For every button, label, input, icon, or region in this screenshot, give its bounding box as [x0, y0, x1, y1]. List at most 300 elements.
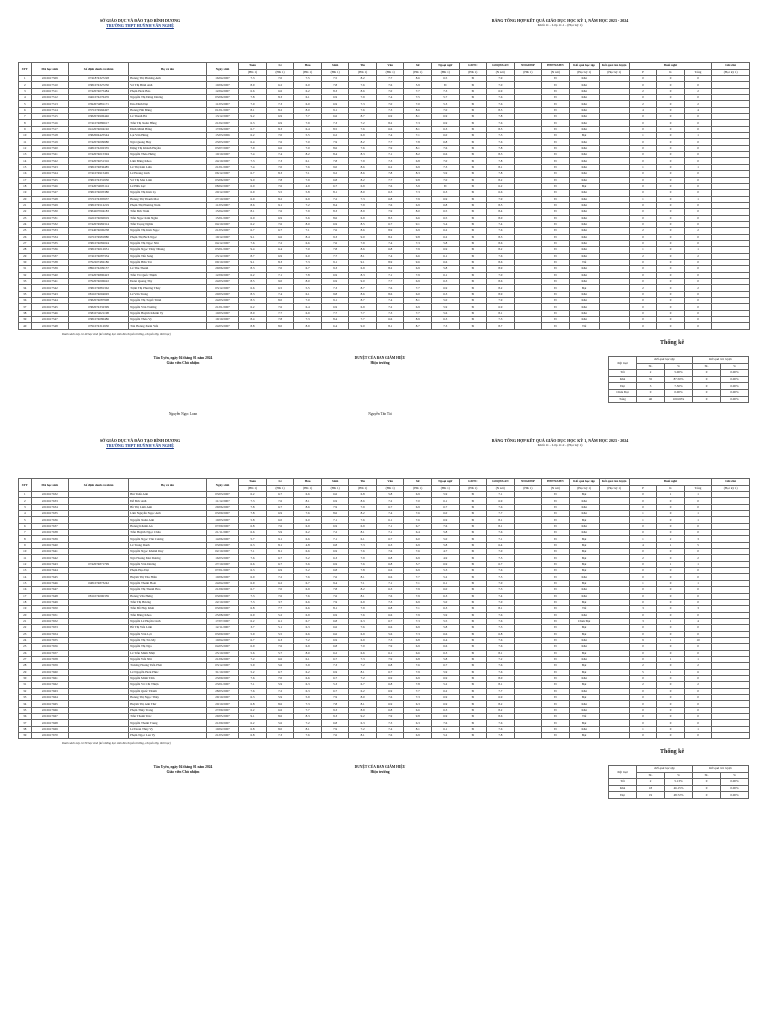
- table-cell: 7.3: [349, 542, 377, 548]
- table-cell: 7.8: [349, 568, 377, 574]
- principal-title: Hiệu trưởng: [370, 361, 390, 365]
- table-cell: 7.9: [376, 656, 404, 662]
- table-cell: Tôn Hoàng Xuân Yến: [129, 323, 207, 329]
- table-cell: 6.7: [239, 637, 267, 643]
- table-cell: Nguyễn Thị Tuyết Trinh: [129, 298, 207, 304]
- table-cell: 7.3: [294, 317, 322, 323]
- table-cell: 7.7: [404, 688, 432, 694]
- table-cell: 8.1: [404, 145, 432, 151]
- table-cell: 24/03/2007: [206, 323, 239, 329]
- table-cell: 0891074209157: [69, 266, 129, 272]
- table-cell: 1: [684, 133, 712, 139]
- dept-header-2: [60, 438, 220, 448]
- col-subheader: (Học kỳ 1): [569, 485, 599, 492]
- col-header-subject: NDGDĐP: [514, 63, 542, 70]
- table-cell: Trần Võ Quốc Thịnh: [129, 272, 207, 278]
- table-cell: 0: [684, 259, 712, 265]
- table-cell: Đạt: [569, 183, 599, 189]
- table-cell: 5.5: [294, 133, 322, 139]
- table-cell: 0381074080486: [69, 317, 129, 323]
- col-subheader: (HK 1): [266, 69, 294, 76]
- table-cell: Khá: [569, 253, 599, 259]
- table-cell: 8.1: [404, 298, 432, 304]
- table-cell: 2210617661: [31, 675, 69, 681]
- table-cell: Đ: [542, 285, 570, 291]
- table-cell: Đạt: [569, 631, 599, 637]
- table-cell: 22/10/2007: [206, 599, 239, 605]
- table-cell: 0: [629, 650, 657, 656]
- table-cell: 6.2: [376, 164, 404, 170]
- table-cell: 6.6: [431, 631, 459, 637]
- table-cell: 6.6: [266, 656, 294, 662]
- table-cell: Đ: [459, 259, 487, 265]
- table-cell: Nguyễn Yến Nhi: [129, 656, 207, 662]
- stats-title: Thống kê: [660, 340, 685, 346]
- table-cell: Đ: [459, 183, 487, 189]
- table-cell: Đ: [542, 234, 570, 240]
- table-cell: 6.9: [239, 574, 267, 580]
- stats-subheader: %: [665, 772, 693, 779]
- stats-cell: 0: [693, 396, 721, 403]
- table-cell: 0: [684, 291, 712, 297]
- table-cell: 6.8: [239, 523, 267, 529]
- table-cell: Nguyễn Ngọc Khánh Duy: [129, 549, 207, 555]
- table-cell: 8.2: [376, 234, 404, 240]
- table-cell: 9.0: [349, 279, 377, 285]
- col-header-subject: Văn: [376, 479, 404, 486]
- table-cell: 6.9: [404, 279, 432, 285]
- table-cell: Tốt: [569, 323, 599, 329]
- table-cell: 20/10/2007: [206, 701, 239, 707]
- stats-subheader: SL: [693, 363, 721, 370]
- table-cell: Đ: [459, 253, 487, 259]
- table-cell: 6.8: [376, 663, 404, 669]
- table-cell: 2210617659: [31, 663, 69, 669]
- table-cell: Đ: [459, 675, 487, 681]
- stats-cell: 0: [637, 389, 665, 396]
- table-cell: 7.6: [349, 145, 377, 151]
- table-cell: Đ: [459, 291, 487, 297]
- table-cell: 7.6: [321, 574, 349, 580]
- table-cell: Lâm Đăng Khoa: [129, 158, 207, 164]
- report-title: BẢNG TỔNG HỢP KẾT QUẢ GIÁO DỤC HỌC KỲ 1, NĂM HỌC 2023 - 2024: [491, 438, 629, 443]
- stats-cell: 0.00%: [721, 792, 749, 799]
- table-cell: 7.0: [487, 580, 515, 586]
- table-cell: 0: [657, 498, 685, 504]
- table-cell: 11/03/2007: [206, 101, 239, 107]
- table-cell: 7.5: [321, 76, 349, 82]
- table-cell: 7.8: [321, 587, 349, 593]
- table-cell: 2210617646: [31, 580, 69, 586]
- table-cell: 6.7: [431, 504, 459, 510]
- table-cell: 29/06/2007: [206, 266, 239, 272]
- table-cell: Đ: [542, 593, 570, 599]
- table-cell: 9.1: [239, 259, 267, 265]
- table-cell: Khá: [569, 574, 599, 580]
- table-cell: 5.0: [431, 536, 459, 542]
- table-cell: 8.1: [376, 323, 404, 329]
- table-cell: Đ: [459, 76, 487, 82]
- table-cell: 2210617514: [31, 107, 69, 113]
- table-cell: Đ: [459, 523, 487, 529]
- table-cell: 7.6: [239, 555, 267, 561]
- table-cell: 7.3: [239, 76, 267, 82]
- stats-row: [609, 376, 749, 383]
- table-cell: 2210617511: [31, 88, 69, 94]
- table-cell: 7.9: [404, 669, 432, 675]
- table-cell: 6.0: [404, 536, 432, 542]
- table-cell: 5.9: [431, 669, 459, 675]
- table-cell: 0: [657, 298, 685, 304]
- table-cell: [599, 323, 629, 329]
- table-cell: 6.9: [404, 625, 432, 631]
- table-cell: 30: [19, 675, 32, 681]
- table-cell: 6: [19, 523, 32, 529]
- table-cell: 7.1: [239, 549, 267, 555]
- stats-cell: 2: [637, 779, 665, 786]
- table-cell: 6.9: [349, 304, 377, 310]
- table-cell: Trần Thanh Trúc: [129, 714, 207, 720]
- table-cell: 5.2: [294, 555, 322, 561]
- table-cell: 8.1: [266, 542, 294, 548]
- table-cell: 0: [657, 88, 685, 94]
- table-cell: Khá: [569, 247, 599, 253]
- table-cell: Đ: [542, 120, 570, 126]
- col-subheader: (Học kỳ 1): [599, 485, 629, 492]
- col-header-absence: Buổi nghỉ: [629, 479, 712, 486]
- table-cell: 8.6: [487, 279, 515, 285]
- table-cell: 5.9: [431, 612, 459, 618]
- stats-cell: 0: [693, 370, 721, 377]
- table-cell: 7.9: [404, 196, 432, 202]
- table-cell: 5.2: [294, 568, 322, 574]
- table-cell: 8.9: [294, 323, 322, 329]
- table-cell: 9.2: [239, 114, 267, 120]
- table-cell: 5.6: [431, 310, 459, 316]
- stats-cell: Đạt: [609, 383, 637, 390]
- table-cell: Nguyễn Ngọc Vân Cương: [129, 536, 207, 542]
- table-cell: 0: [657, 304, 685, 310]
- stats-cell: 40: [637, 396, 665, 403]
- table-cell: 7.3: [349, 656, 377, 662]
- table-cell: 34: [19, 285, 32, 291]
- dept-header-1: [60, 18, 220, 28]
- table-cell: Trần Đỗ Huy Khải: [129, 606, 207, 612]
- table-cell: 4.7: [431, 549, 459, 555]
- table-cell: 0: [657, 95, 685, 101]
- table-cell: 6.9: [431, 247, 459, 253]
- col-header-subject: Tin: [349, 63, 377, 70]
- table-cell: 20/12/2007: [206, 190, 239, 196]
- table-cell: Đ: [459, 133, 487, 139]
- table-cell: 4: [684, 618, 712, 624]
- table-cell: 7.2: [376, 498, 404, 504]
- table-cell: 6.9: [321, 612, 349, 618]
- table-cell: 8.6: [321, 511, 349, 517]
- table-cell: Đ: [542, 304, 570, 310]
- table-cell: Đ: [459, 720, 487, 726]
- table-cell: 2210617515: [31, 114, 69, 120]
- table-cell: Đ: [459, 599, 487, 605]
- table-cell: 2210617667: [31, 714, 69, 720]
- table-cell: 9.0: [266, 279, 294, 285]
- table-cell: 8.4: [321, 317, 349, 323]
- stats-cell: 0: [693, 779, 721, 786]
- table-cell: 6.1: [294, 95, 322, 101]
- table-cell: 7.4: [487, 593, 515, 599]
- table-cell: 2210617520: [31, 145, 69, 151]
- table-cell: 0: [629, 259, 657, 265]
- table-cell: Lê Nguyễn Hoài Phúc: [129, 669, 207, 675]
- table-cell: Khá: [569, 298, 599, 304]
- table-cell: 2210617653: [31, 625, 69, 631]
- stats-header-row: [609, 766, 749, 773]
- table-cell: Đặng Thị Khánh Huyền: [129, 145, 207, 151]
- table-cell: 3: [19, 504, 32, 510]
- table-cell: 7.6: [431, 523, 459, 529]
- table-cell: 5.5: [266, 190, 294, 196]
- table-cell: 21: [19, 618, 32, 624]
- table-cell: 5.9: [404, 82, 432, 88]
- table-cell: 15: [19, 580, 32, 586]
- table-cell: 36: [19, 298, 32, 304]
- teacher-signature-block: [128, 765, 238, 775]
- table-cell: 6.0: [266, 517, 294, 523]
- table-cell: 7.8: [487, 145, 515, 151]
- table-cell: 10/03/2007: [206, 517, 239, 523]
- table-cell: 6.9: [431, 517, 459, 523]
- table-cell: 7.0: [431, 158, 459, 164]
- table-cell: Nguyễn Thị Nga: [129, 644, 207, 650]
- table-cell: 5.2: [266, 612, 294, 618]
- table-cell: 7.6: [266, 644, 294, 650]
- table-cell: 2210617634: [31, 504, 69, 510]
- table-cell: 8.6: [349, 498, 377, 504]
- table-cell: 7.1: [404, 606, 432, 612]
- table-cell: 5.6: [376, 631, 404, 637]
- table-cell: 7.3: [404, 631, 432, 637]
- table-cell: 0: [657, 511, 685, 517]
- table-cell: 8.0: [266, 323, 294, 329]
- table-cell: 7.9: [487, 298, 515, 304]
- table-cell: Đ: [542, 209, 570, 215]
- table-cell: 8.3: [239, 266, 267, 272]
- table-cell: 0: [657, 82, 685, 88]
- table-cell: Nguyễn Thị Đông Dương: [129, 95, 207, 101]
- table-cell: 2: [629, 253, 657, 259]
- table-cell: 03/09/2007: [206, 631, 239, 637]
- table-cell: 6.2: [294, 530, 322, 536]
- table-cell: 7.5: [487, 555, 515, 561]
- table-cell: 8: [19, 120, 32, 126]
- table-cell: 7.1: [487, 492, 515, 498]
- table-cell: Hồ Thị Yến Linh: [129, 625, 207, 631]
- table-cell: Đ: [542, 145, 570, 151]
- table-cell: 0: [684, 76, 712, 82]
- table-cell: 7.3: [321, 120, 349, 126]
- table-cell: 1: [629, 133, 657, 139]
- table-cell: 8.3: [321, 88, 349, 94]
- table-cell: 6.9: [239, 580, 267, 586]
- stats-header-category: Xếp loại: [609, 766, 637, 779]
- table-cell: 6.7: [404, 523, 432, 529]
- table-cell: 0: [657, 266, 685, 272]
- table-cell: Đ: [542, 164, 570, 170]
- table-cell: 6.2: [431, 228, 459, 234]
- table-cell: 2210617635: [31, 511, 69, 517]
- table-cell: 8.1: [266, 549, 294, 555]
- table-cell: 9: [19, 542, 32, 548]
- table-cell: 7.4: [376, 511, 404, 517]
- table-cell: 7.1: [404, 580, 432, 586]
- table-cell: 27/09/2007: [206, 707, 239, 713]
- stats-cell: 100.00%: [665, 396, 693, 403]
- table-cell: 14: [19, 158, 32, 164]
- table-cell: 26: [19, 650, 32, 656]
- table-cell: 7.1: [376, 523, 404, 529]
- table-cell: 0: [684, 145, 712, 151]
- table-cell: 6.8: [349, 492, 377, 498]
- table-cell: 5.6: [266, 720, 294, 726]
- table-cell: 28: [19, 663, 32, 669]
- table-cell: 8.0: [239, 310, 267, 316]
- table-cell: 6.3: [404, 720, 432, 726]
- table-cell: 8.6: [487, 240, 515, 246]
- table-cell: 7.6: [404, 517, 432, 523]
- table-cell: 18: [19, 183, 32, 189]
- table-cell: 1: [629, 536, 657, 542]
- table-cell: 0421074060919: [69, 215, 129, 221]
- stats-row: [609, 785, 749, 792]
- table-cell: 0: [657, 291, 685, 297]
- stats-row: [609, 370, 749, 377]
- table-cell: 5.8: [431, 542, 459, 548]
- table-cell: 7.3: [266, 158, 294, 164]
- table-cell: 6.2: [266, 580, 294, 586]
- table-cell: 6.9: [376, 675, 404, 681]
- table-cell: 7.0: [376, 88, 404, 94]
- table-cell: 0: [629, 530, 657, 536]
- table-cell: 7.3: [239, 158, 267, 164]
- table-cell: 0: [684, 530, 712, 536]
- table-cell: 2: [684, 101, 712, 107]
- table-cell: 16/03/2007: [206, 555, 239, 561]
- table-cell: 2210617542: [31, 285, 69, 291]
- table-cell: 7.7: [404, 574, 432, 580]
- table-cell: Nguyễn Quốc Thành: [129, 688, 207, 694]
- table-cell: 7.5: [404, 95, 432, 101]
- table-cell: Đ: [459, 517, 487, 523]
- table-cell: 8.1: [349, 669, 377, 675]
- table-cell: 6.2: [487, 183, 515, 189]
- table-cell: 6.0: [431, 511, 459, 517]
- table-cell: 6.0: [404, 291, 432, 297]
- table-cell: 08/02/2007: [206, 183, 239, 189]
- table-cell: 19: [19, 190, 32, 196]
- col-header-subject: Kết quả học tập: [569, 479, 599, 486]
- table-cell: Đ: [542, 279, 570, 285]
- table-cell: 0: [684, 707, 712, 713]
- table-cell: Khá: [569, 177, 599, 183]
- table-cell: 1: [629, 726, 657, 732]
- table-cell: 5.9: [431, 304, 459, 310]
- table-cell: Võ Thị Bình Anh: [129, 82, 207, 88]
- table-cell: 6.6: [376, 126, 404, 132]
- table-cell: 6.2: [239, 133, 267, 139]
- table-cell: 9.6: [404, 259, 432, 265]
- table-cell: 26: [19, 234, 32, 240]
- grade-table-1: [18, 62, 750, 330]
- table-cell: 17/07/2007: [206, 618, 239, 624]
- table-cell: 7.9: [376, 644, 404, 650]
- table-cell: 6.9: [431, 561, 459, 567]
- stats-subheader: %: [721, 772, 749, 779]
- table-cell: 8.6: [349, 247, 377, 253]
- table-cell: 7.2: [294, 637, 322, 643]
- table-cell: 2210617524: [31, 171, 69, 177]
- table-cell: 5.8: [239, 517, 267, 523]
- table-cell: Đ: [542, 663, 570, 669]
- table-cell: 9.1: [266, 202, 294, 208]
- table-cell: 0: [684, 625, 712, 631]
- table-cell: 7.6: [266, 221, 294, 227]
- table-cell: 7.3: [376, 107, 404, 113]
- table-cell: 8.4: [321, 152, 349, 158]
- table-cell: 0: [657, 523, 685, 529]
- col-header-subject: Văn: [376, 63, 404, 70]
- table-cell: 1: [684, 726, 712, 732]
- table-cell: 6.9: [376, 114, 404, 120]
- table-cell: Nguyễn Tấn Sang: [129, 253, 207, 259]
- table-cell: 0: [657, 196, 685, 202]
- table-cell: 6.8: [239, 701, 267, 707]
- table-cell: 7.8: [376, 171, 404, 177]
- table-cell: 7.9: [294, 177, 322, 183]
- table-cell: 11/12/2007: [206, 498, 239, 504]
- table-cell: Đ: [459, 126, 487, 132]
- table-cell: 0: [629, 523, 657, 529]
- table-cell: 0: [684, 675, 712, 681]
- table-cell: 03/06/2007: [206, 177, 239, 183]
- table-cell: 6.9: [239, 644, 267, 650]
- table-cell: 15/03/2006: [206, 133, 239, 139]
- table-cell: Đ: [459, 247, 487, 253]
- table-cell: 6.7: [321, 675, 349, 681]
- table-cell: 0: [629, 202, 657, 208]
- table-cell: 2210617536: [31, 247, 69, 253]
- table-cell: 8.5: [321, 126, 349, 132]
- table-cell: 8.1: [487, 517, 515, 523]
- table-cell: 7.4: [239, 152, 267, 158]
- table-cell: 0: [684, 599, 712, 605]
- table-cell: 6.6: [376, 625, 404, 631]
- table-cell: 15/04/2007: [206, 209, 239, 215]
- table-cell: Đ: [542, 498, 570, 504]
- table-cell: 0: [684, 266, 712, 272]
- table-cell: 4.9: [294, 183, 322, 189]
- table-cell: 6.6: [266, 88, 294, 94]
- table-cell: Đ: [459, 587, 487, 593]
- table-cell: 5.0: [431, 298, 459, 304]
- table-cell: Đ: [542, 196, 570, 202]
- table-cell: Đạt: [569, 650, 599, 656]
- table-cell: Huỳnh Thị Anh Thư: [129, 701, 207, 707]
- table-cell: 7.6: [487, 612, 515, 618]
- table-cell: 0381074836485: [69, 164, 129, 170]
- table-cell: 7.2: [294, 720, 322, 726]
- table-cell: 2210617539: [31, 266, 69, 272]
- stats-subheader: SL: [637, 363, 665, 370]
